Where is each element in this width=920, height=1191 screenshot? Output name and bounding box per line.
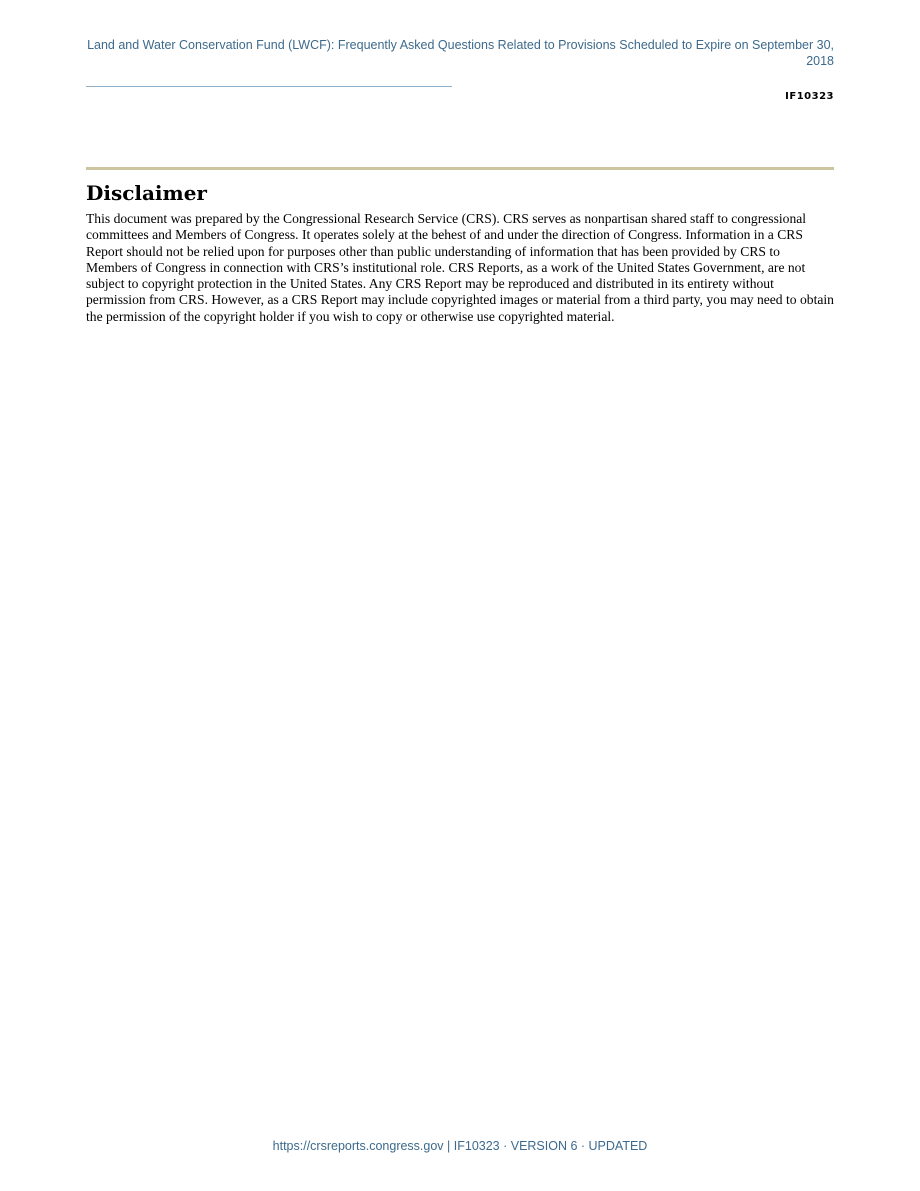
section-divider	[86, 167, 834, 170]
document-title: Land and Water Conservation Fund (LWCF): Frequently Asked Questions Related to Provisions Scheduled to Expire on September 30, 2018	[87, 38, 834, 68]
disclaimer-heading: Disclaimer	[86, 181, 207, 205]
report-id: IF10323	[785, 91, 834, 102]
page-footer: https://crsreports.congress.gov | IF10323 · VERSION 6 · UPDATED	[272, 1139, 648, 1153]
disclaimer-body: This document was prepared by the Congressional Research Service (CRS). CRS serves as nonpartisan shared staff to congressional committees and Members of Congress. It operates solely at the behest of and under the direction of Congress. Information in a CRS Report should not be relied upon for purposes other than public understanding of information that has been provided by CRS to Members of Congress in connection with CRS’s institutional role. CRS Reports, as a work of the United States Government, are not subject to copyright protection in the United States. Any CRS Report may be reproduced and distributed in its entirety without permission from CRS. However, as a CRS Report may include copyrighted images or material from a third party, you may need to obtain the permission of the copyright holder if you wish to copy or otherwise use copyrighted material.	[86, 211, 834, 324]
header-divider	[86, 86, 452, 87]
